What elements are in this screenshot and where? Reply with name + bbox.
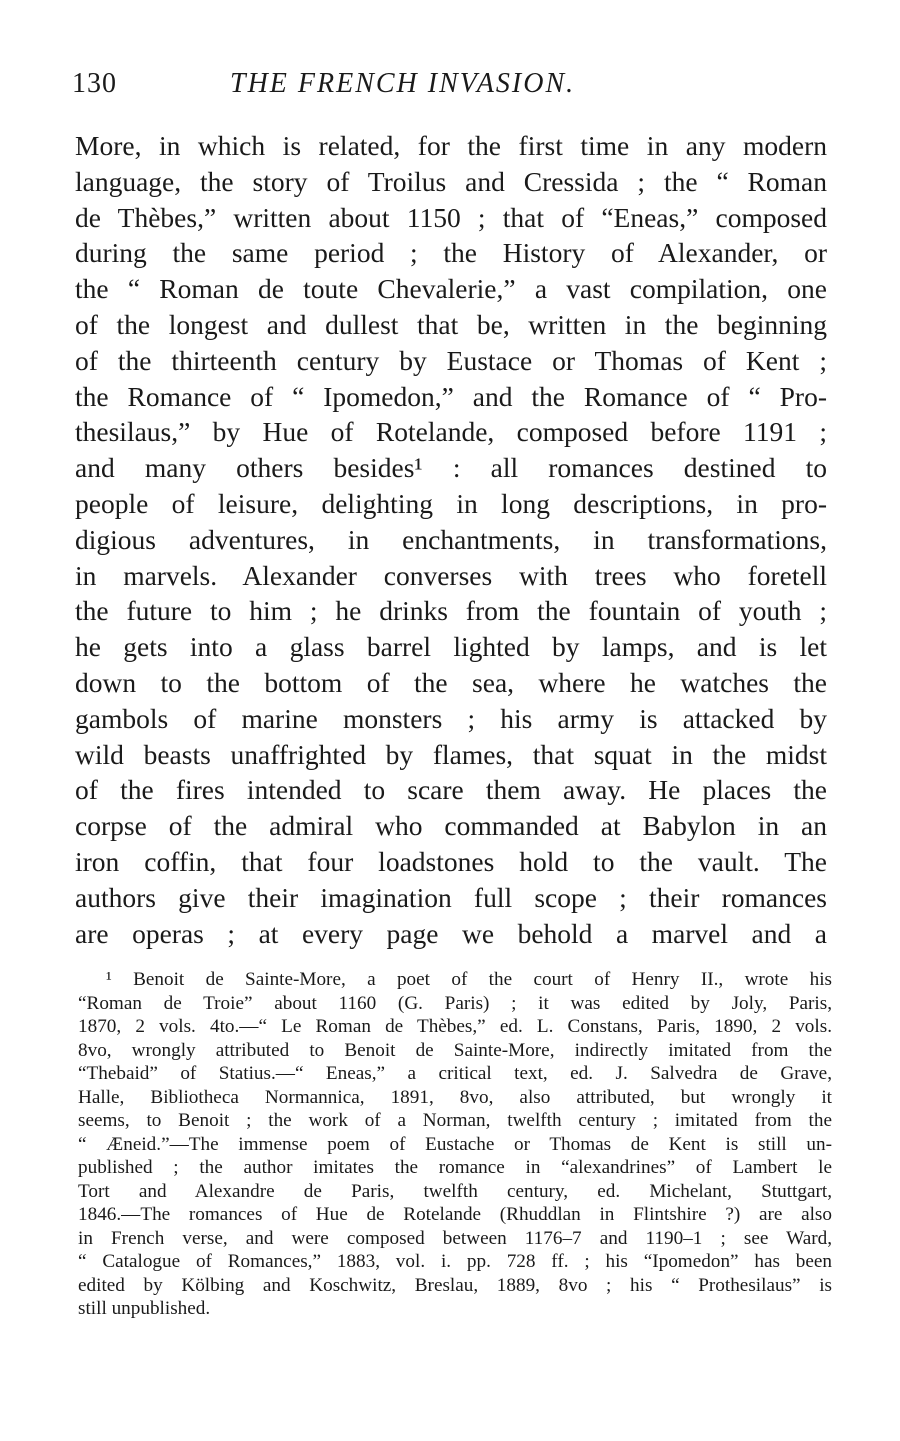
body-line: wild beasts unaffrighted by flames, that squat in the midst (75, 738, 827, 770)
running-title: THE FRENCH INVASION. (230, 68, 576, 99)
body-line: the future to him ; he drinks from the fountain of youth ; (75, 595, 827, 627)
footnote-line: “ Æneid.”—The immense poem of Eustache or Thomas de Kent is still un- (78, 1133, 832, 1155)
body-line: corpse of the admiral who commanded at Babylon in an (75, 810, 827, 842)
footnote-line: “Thebaid” of Statius.—“ Eneas,” a critical text, ed. J. Salvedra de Grave, (78, 1063, 832, 1084)
body-line: language, the story of Troilus and Cressida ; the “ Roman (75, 165, 827, 197)
running-head (72, 68, 832, 108)
body-line: the Romance of “ Ipomedon,” and the Romance of “ Pro- (75, 380, 827, 412)
body-line: in marvels. Alexander converses with trees who foretell (75, 559, 827, 591)
footnote-line: 1870, 2 vols. 4to.—“ Le Roman de Thèbes,” ed. L. Constans, Paris, 1890, 2 vols. (78, 1016, 832, 1037)
footnote-line: “ Catalogue of Romances,” 1883, vol. i. pp. 728 ff. ; his “Ipomedon” has been (78, 1251, 832, 1272)
body-line: gambols of marine monsters ; his army is attacked by (75, 702, 827, 734)
footnotes (78, 968, 832, 1321)
footnote-line: in French verse, and were composed between 1176–7 and 1190–1 ; see Ward, (78, 1227, 832, 1249)
body-line: of the fires intended to scare them away. He places the (75, 774, 827, 806)
footnote-line: still unpublished. (78, 1298, 211, 1319)
body-line: thesilaus,” by Hue of Rotelande, composed before 1191 ; (75, 416, 827, 448)
footnote-line: 8vo, wrongly attributed to Benoit de Sainte-More, indirectly imitated from the (78, 1039, 832, 1061)
body-line: digious adventures, in enchantments, in transformations, (75, 523, 827, 555)
body-line: More, in which is related, for the first time in any modern (75, 130, 827, 161)
footnote-line: ¹ Benoit de Sainte-More, a poet of the court of Henry II., wrote his (106, 969, 832, 990)
body-line: down to the bottom of the sea, where he watches the (75, 666, 827, 698)
page-number: 130 (72, 68, 117, 99)
body-line: de Thèbes,” written about 1150 ; that of “Eneas,” composed (75, 201, 827, 233)
footnote-line: seems, to Benoit ; the work of a Norman, twelfth century ; imitated from the (78, 1110, 832, 1131)
footnote-line: “Roman de Troie” about 1160 (G. Paris) ; it was edited by Joly, Paris, (78, 992, 832, 1014)
body-text (75, 128, 827, 951)
body-line: and many others besides¹ : all romances destined to (75, 452, 827, 484)
footnote-line: edited by Kölbing and Koschwitz, Breslau, 1889, 8vo ; his “ Prothesilaus” is (78, 1274, 832, 1296)
body-line: the “ Roman de toute Chevalerie,” a vast compilation, one (75, 273, 827, 305)
body-line: during the same period ; the History of Alexander, or (75, 237, 827, 269)
body-line: iron coffin, that four loadstones hold to the vault. The (75, 845, 827, 877)
body-line: are operas ; at every page we behold a marvel and a (75, 917, 827, 949)
body-line: authors give their imagination full scope ; their romances (75, 881, 827, 913)
footnote-line: 1846.—The romances of Hue de Rotelande (Rhuddlan in Flintshire ?) are also (78, 1204, 832, 1225)
footnote-line: Halle, Bibliotheca Normannica, 1891, 8vo, also attributed, but wrongly it (78, 1086, 832, 1108)
body-line: people of leisure, delighting in long descriptions, in pro- (75, 487, 827, 519)
footnote-line: published ; the author imitates the romance in “alexandrines” of Lambert le (78, 1157, 832, 1178)
footnote-line: Tort and Alexandre de Paris, twelfth century, ed. Michelant, Stuttgart, (78, 1180, 832, 1202)
body-line: he gets into a glass barrel lighted by lamps, and is let (75, 631, 827, 663)
body-line: of the thirteenth century by Eustace or Thomas of Kent ; (75, 344, 827, 376)
body-line: of the longest and dullest that be, written in the beginning (75, 308, 827, 340)
